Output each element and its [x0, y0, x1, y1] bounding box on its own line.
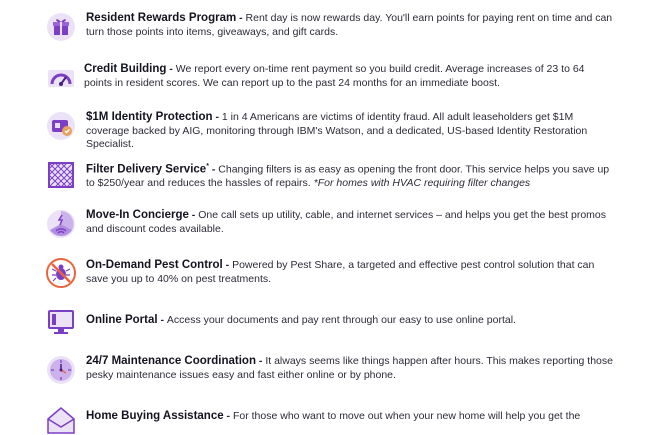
monitor-icon	[46, 307, 76, 337]
benefit-title: On-Demand Pest Control	[86, 259, 223, 271]
benefit-description: It always seems like things happen after hours. This makes reporting those pesky maintenance issues easy and fast either online or by phone.	[86, 355, 613, 381]
benefit-description: Powered by Pest Share, a targeted and effective pest control solution that can save you up to 40% on pest treatments.	[86, 259, 595, 285]
title-separator: -	[188, 209, 199, 221]
benefit-text	[86, 12, 616, 39]
benefit-footnote: *For homes with HVAC requiring filter changes	[313, 177, 531, 189]
benefit-text	[86, 209, 616, 236]
benefit-description: We report every on-time rent payment so you build credit. Average increases of 23 to 64 points in resident scores. We can report up to the past 24 months for an immediate boost.	[84, 63, 585, 89]
benefit-title: $1M Identity Protection	[86, 111, 213, 123]
benefit-description: Access your documents and pay rent through our easy to use online portal.	[166, 314, 516, 326]
benefit-description: One call sets up utility, cable, and internet services – and helps you get the best promos and discount codes available.	[86, 209, 607, 235]
title-separator: -	[208, 163, 219, 176]
benefit-title: Resident Rewards Program	[86, 12, 237, 24]
benefit-title: Credit Building	[84, 63, 167, 75]
benefit-description: Changing filters is as easy as opening the front door. This service helps you save up to $250/year and reduces the hassles of repairs.	[86, 163, 610, 189]
title-separator: -	[222, 259, 233, 271]
maintenance-clock-icon	[46, 355, 76, 385]
utilities-icon	[46, 209, 76, 239]
benefit-title: Online Portal	[86, 314, 158, 326]
benefit-text	[86, 160, 616, 191]
benefit-text	[86, 410, 616, 424]
title-separator: -	[212, 111, 222, 123]
air-filter-icon	[46, 160, 76, 190]
title-separator: -	[236, 12, 246, 24]
benefit-title: Move-In Concierge	[86, 209, 189, 221]
title-separator: -	[223, 410, 233, 422]
benefit-title: 24/7 Maintenance Coordination	[86, 355, 256, 367]
benefit-text	[86, 259, 616, 286]
credit-gauge-icon	[46, 62, 76, 92]
title-separator: -	[157, 314, 167, 326]
benefit-text	[86, 111, 616, 152]
benefit-title: Home Buying Assistance	[86, 410, 224, 422]
benefit-description: For those who want to move out when your new home will help you get the	[232, 410, 581, 422]
benefit-description: 1 in 4 Americans are victims of identity fraud. All adult leaseholders get $1M coverage backed by AIG, monitoring through IBM's Watson, and a dedicated, US-based Identity Restoration Specialist.	[86, 111, 588, 150]
gift-icon	[46, 12, 76, 42]
benefit-text	[86, 314, 616, 328]
no-pest-icon	[46, 258, 76, 288]
home-envelope-icon	[46, 405, 76, 435]
title-separator: -	[166, 63, 176, 75]
footnote-marker: *	[206, 163, 209, 170]
benefit-description: Rent day is now rewards day. You'll earn points for paying rent on time and can turn those points into items, giveaways, and gift cards.	[86, 12, 613, 38]
benefit-text	[86, 355, 616, 382]
benefit-text	[84, 63, 614, 90]
title-separator: -	[255, 355, 266, 367]
identity-shield-icon	[46, 111, 76, 141]
benefit-title: Filter Delivery Service	[86, 163, 207, 176]
